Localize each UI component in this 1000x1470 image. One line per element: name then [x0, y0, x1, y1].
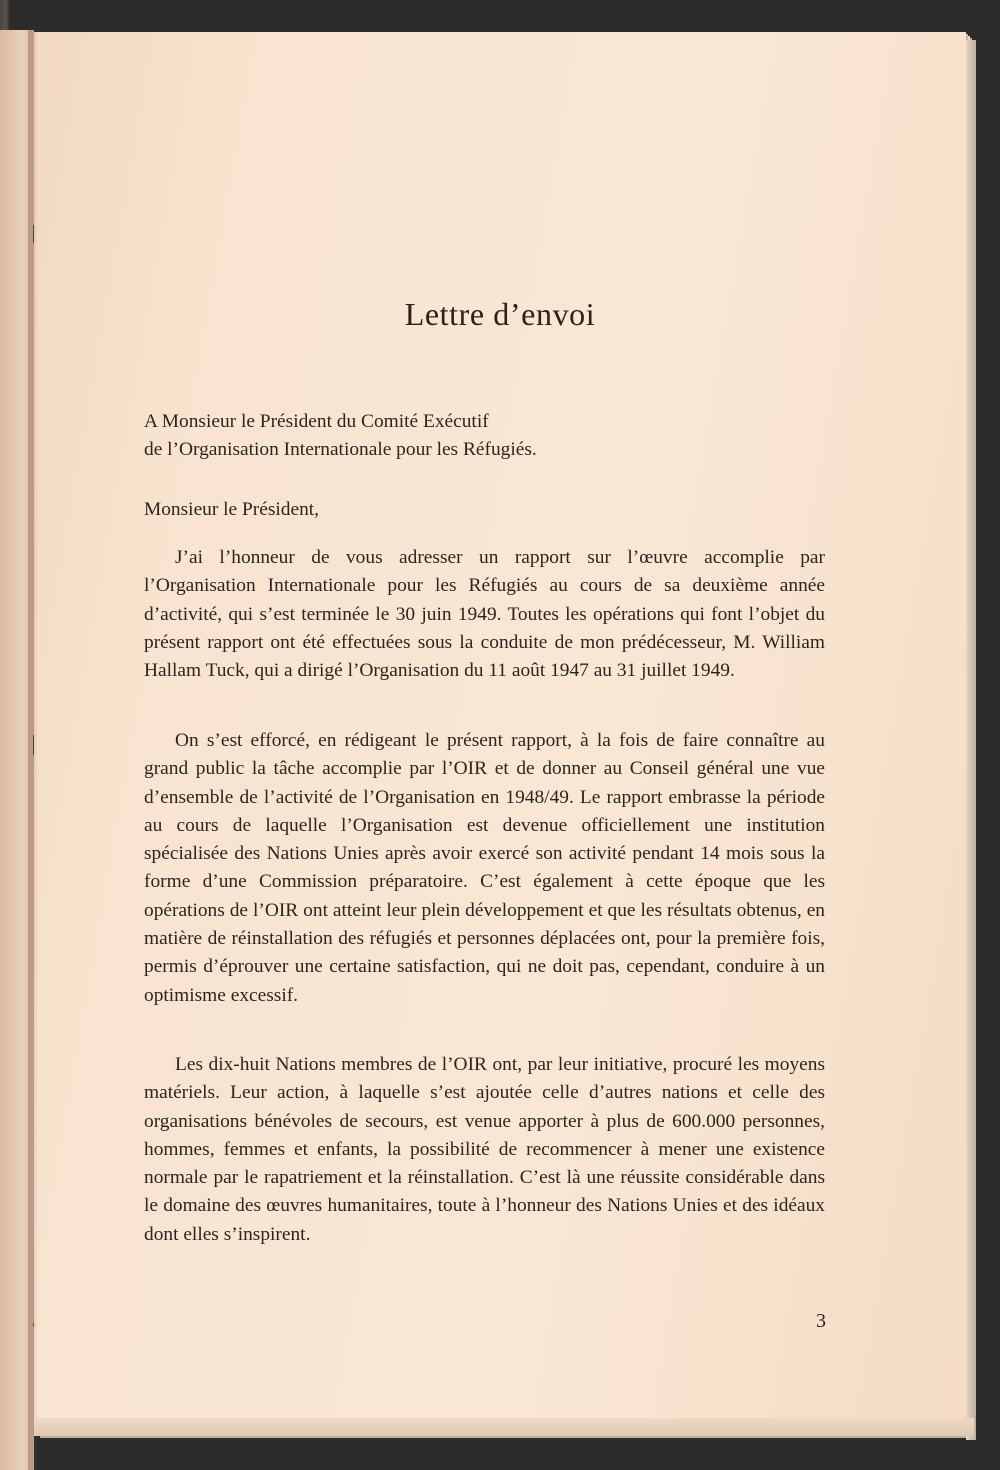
- body-paragraph: J’ai l’honneur de vous adresser un rapport sur l’œuvre accomplie par l’Organisation Internationale pour les Réfugiés au cours de sa deuxième année d’activité, qui s’est terminée le 30 juin 1949. Toutes les opérations qui font l’objet du présent rapport ont été effectuées sous la conduite de mon prédécesseur, M. William Hallam Tuck, qui a dirigé l’Organisation du 11 août 1947 au 31 juillet 1949.: [144, 547, 825, 682]
- addressee-block: [144, 408, 825, 465]
- body-paragraph: On s’est efforcé, en rédigeant le présent rapport, à la fois de faire connaître au grand public la tâche accomplie par l’OIR et de donner au Conseil général une vue d’ensemble de l’activité de l’Organisation en 1948/49. Le rapport embrasse la période au cours de laquelle l’Organisation est devenue officiellement une institution spécialisée des Nations Unies après avoir exercé son activité pendant 14 mois sous la forme d’une Commission préparatoire. C’est également à cette époque que les opérations de l’OIR ont atteint leur plein développement et que les résultats obtenus, en matière de réinstallation des réfugiés et personnes déplacées ont, pour la première fois, permis d’éprouver une certaine satisfaction, qui ne doit pas, cependant, conduire à un optimisme excessif.: [144, 730, 825, 1006]
- salutation: Monsieur le Président,: [144, 499, 320, 520]
- addressee-line: A Monsieur le Président du Comité Exécutif: [144, 411, 489, 432]
- page-stack-edge: [966, 40, 976, 1440]
- page-title: Lettre d’envoi: [404, 296, 596, 332]
- page-gutter-shadow: [28, 30, 38, 1470]
- page-number: 3: [816, 1310, 826, 1332]
- page-bottom-edge: [34, 1418, 974, 1436]
- addressee-line: de l’Organisation Internationale pour les Réfugiés.: [144, 439, 537, 461]
- body-paragraph: Les dix-huit Nations membres de l’OIR ont, par leur initiative, procuré les moyens matériels. Leur action, à laquelle s’est ajoutée celle d’autres nations et celle des organisations bénévoles de secours, est venue apporter à plus de 600.000 personnes, hommes, femmes et enfants, la possibilité de recommencer à mener une existence normale par le rapatriement et la réinstallation. C’est là une réussite considérable dans le domaine des œuvres humanitaires, toute à l’honneur des Nations Unies et des idéaux dont elles s’inspirent.: [144, 1054, 825, 1245]
